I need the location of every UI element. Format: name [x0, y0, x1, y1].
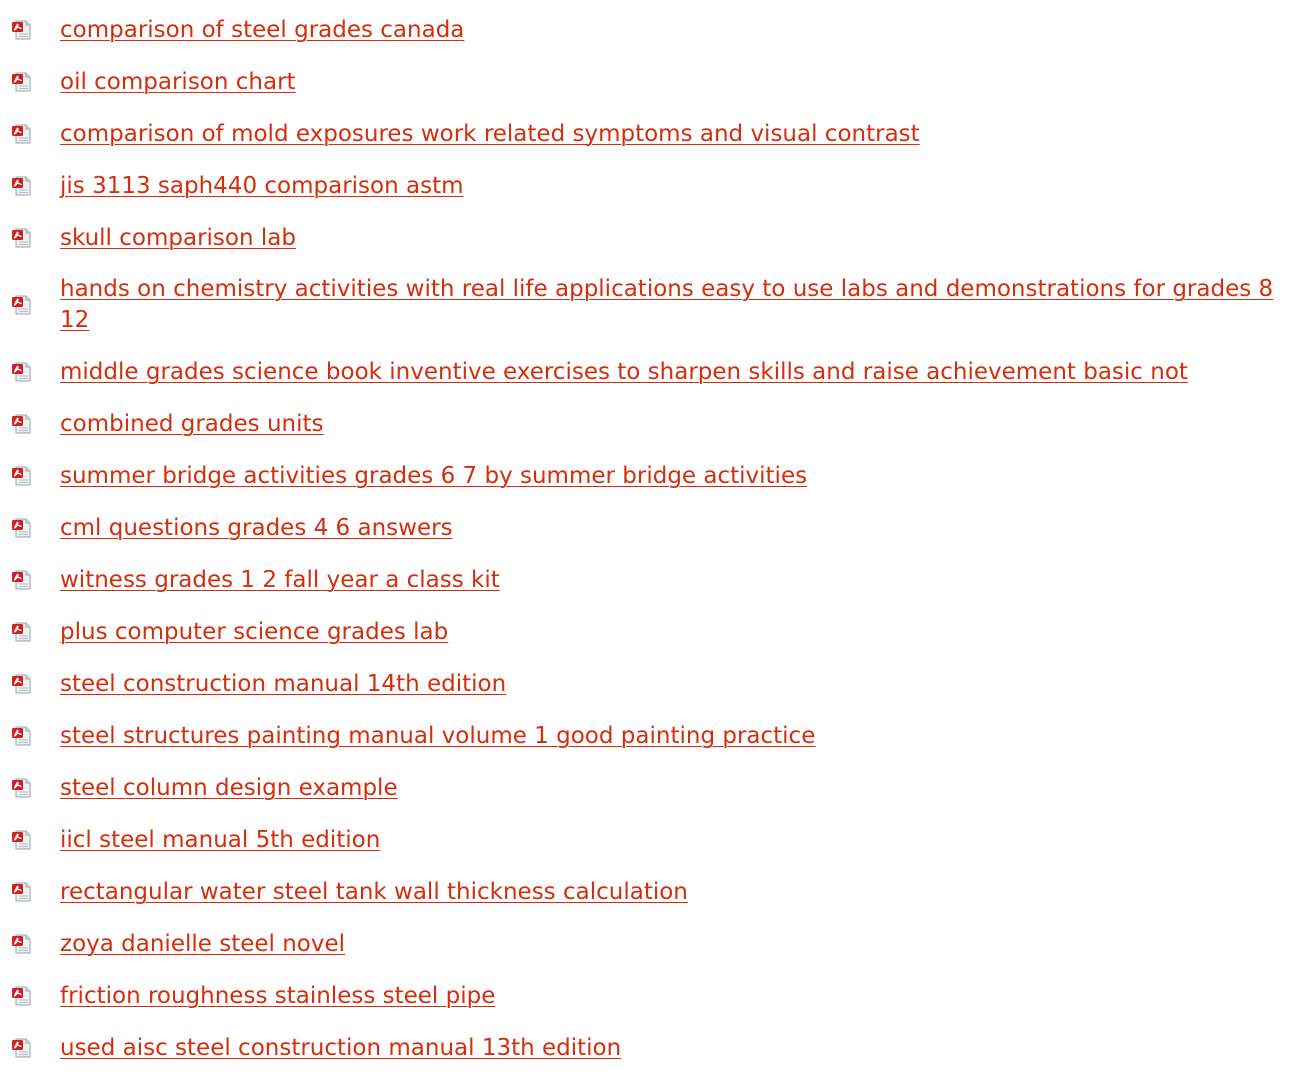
- list-item: [0, 450, 1305, 502]
- pdf-file-icon: [11, 295, 33, 315]
- document-link[interactable]: cml questions grades 4 6 answers: [60, 514, 453, 541]
- document-link[interactable]: middle grades science book inventive exercises to sharpen skills and raise achievement basic not: [60, 358, 1188, 385]
- pdf-file-icon: [11, 1038, 33, 1058]
- pdf-file-icon: [11, 466, 33, 486]
- pdf-file-icon: [11, 830, 33, 850]
- list-item: [0, 554, 1305, 606]
- pdf-file-icon: [11, 518, 33, 538]
- document-link[interactable]: rectangular water steel tank wall thickness calculation: [60, 878, 688, 905]
- document-link[interactable]: steel column design example: [60, 774, 398, 801]
- pdf-file-icon: [11, 674, 33, 694]
- document-link[interactable]: hands on chemistry activities with real life applications easy to use labs and demonstrations for grades 8 12: [60, 276, 1274, 333]
- list-item: [0, 866, 1305, 918]
- list-item: [0, 606, 1305, 658]
- document-link[interactable]: zoya danielle steel novel: [60, 930, 346, 957]
- document-link[interactable]: oil comparison chart: [60, 68, 296, 95]
- pdf-file-icon: [11, 20, 33, 40]
- list-item: [0, 1022, 1305, 1074]
- document-link[interactable]: iicl steel manual 5th edition: [60, 826, 381, 853]
- document-link[interactable]: skull comparison lab: [60, 224, 296, 251]
- pdf-file-icon: [11, 72, 33, 92]
- document-link[interactable]: witness grades 1 2 fall year a class kit: [60, 566, 500, 593]
- pdf-file-icon: [11, 124, 33, 144]
- document-link[interactable]: steel structures painting manual volume 1 good painting practice: [60, 722, 816, 749]
- list-item: [0, 346, 1305, 398]
- document-link[interactable]: jis 3113 saph440 comparison astm: [60, 172, 464, 199]
- list-item: [0, 212, 1305, 264]
- list-item: [0, 4, 1305, 56]
- pdf-file-icon: [11, 228, 33, 248]
- list-item: [0, 264, 1305, 346]
- list-item: [0, 108, 1305, 160]
- list-item: [0, 502, 1305, 554]
- document-link[interactable]: friction roughness stainless steel pipe: [60, 982, 496, 1009]
- document-link[interactable]: comparison of steel grades canada: [60, 16, 465, 43]
- pdf-file-icon: [11, 986, 33, 1006]
- list-item: [0, 970, 1305, 1022]
- list-item: [0, 658, 1305, 710]
- list-item: [0, 814, 1305, 866]
- list-item: [0, 160, 1305, 212]
- document-link[interactable]: combined grades units: [60, 410, 324, 437]
- pdf-file-icon: [11, 570, 33, 590]
- list-item: [0, 398, 1305, 450]
- document-link[interactable]: comparison of mold exposures work related symptoms and visual contrast: [60, 120, 920, 147]
- pdf-file-icon: [11, 176, 33, 196]
- pdf-file-icon: [11, 882, 33, 902]
- list-item: [0, 710, 1305, 762]
- document-link[interactable]: used aisc steel construction manual 13th edition: [60, 1034, 622, 1061]
- list-item: [0, 918, 1305, 970]
- document-link[interactable]: steel construction manual 14th edition: [60, 670, 507, 697]
- list-item: [0, 762, 1305, 814]
- pdf-file-icon: [11, 778, 33, 798]
- document-link[interactable]: summer bridge activities grades 6 7 by summer bridge activities: [60, 462, 808, 489]
- document-link[interactable]: plus computer science grades lab: [60, 618, 449, 645]
- pdf-file-icon: [11, 414, 33, 434]
- pdf-file-icon: [11, 726, 33, 746]
- pdf-file-icon: [11, 622, 33, 642]
- pdf-file-icon: [11, 362, 33, 382]
- pdf-file-icon: [11, 934, 33, 954]
- list-item: [0, 56, 1305, 108]
